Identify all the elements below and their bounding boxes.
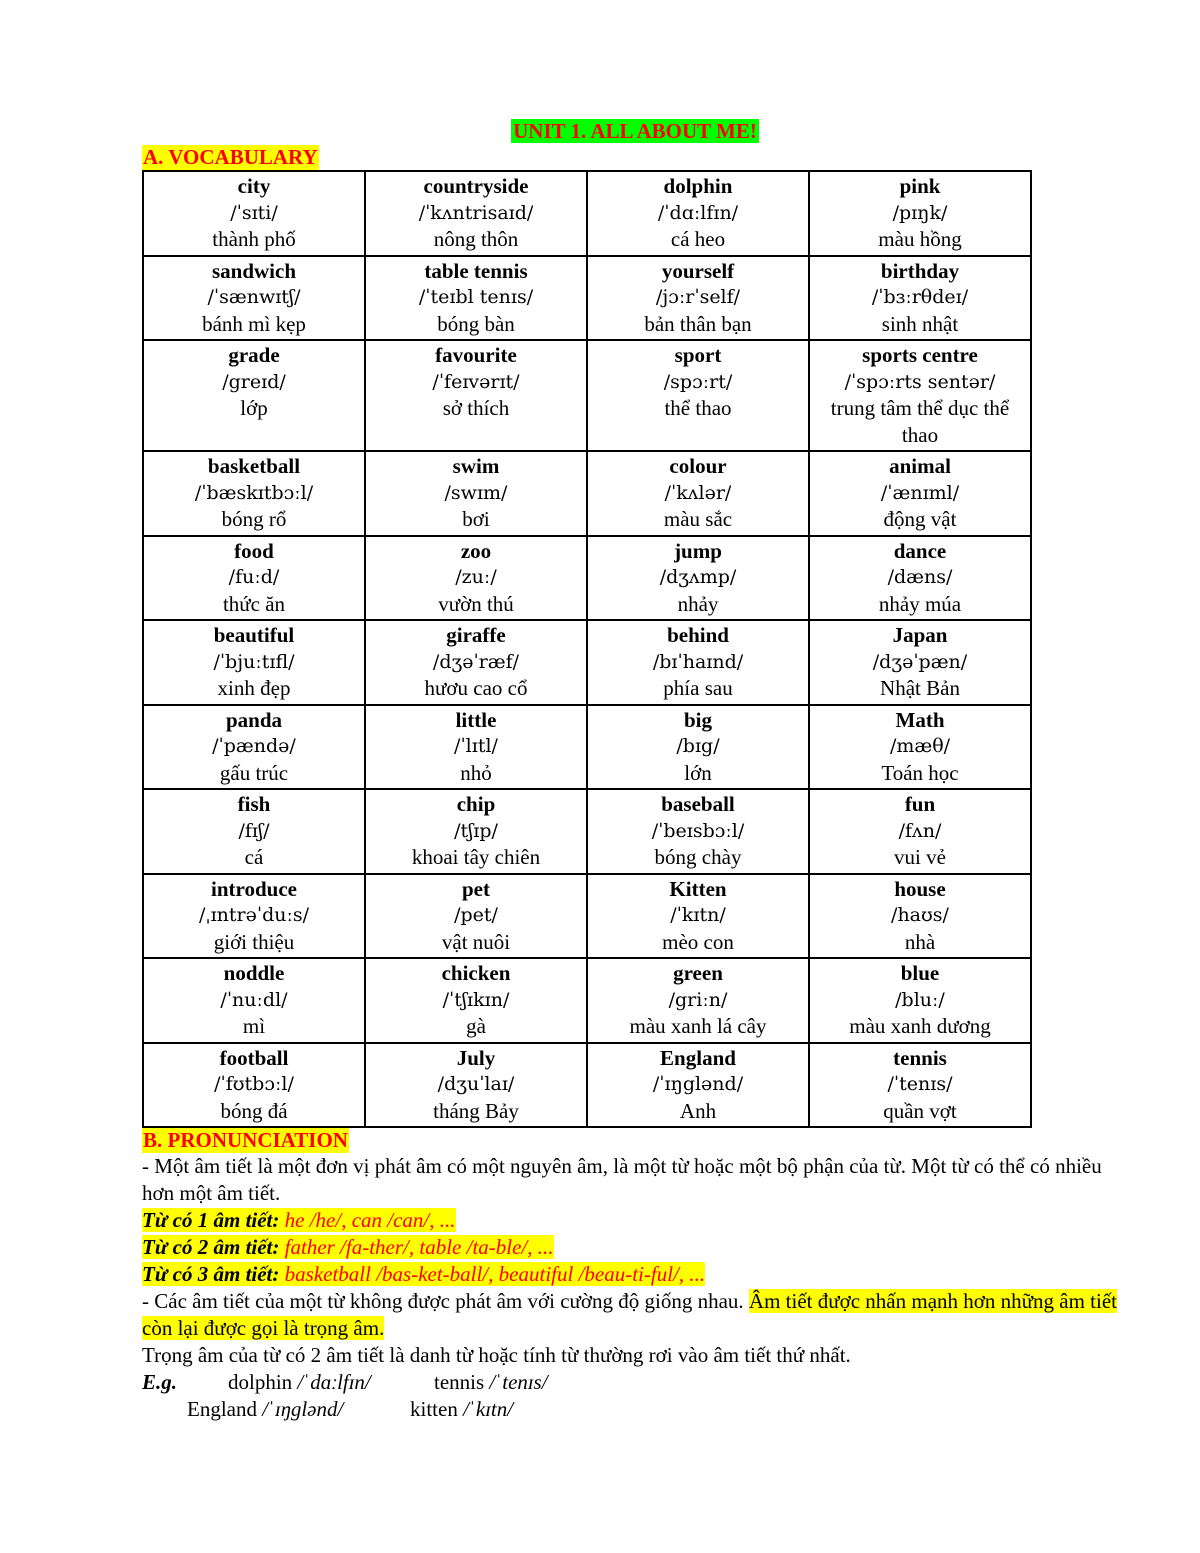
vocab-cell [365, 256, 587, 341]
vocab-word: green [673, 961, 723, 985]
eg-word-england [187, 1396, 410, 1423]
eg-ipa: /ˈɪŋglənd/ [262, 1397, 344, 1421]
vocab-cell [587, 536, 809, 621]
vocab-cell [143, 620, 365, 705]
vocab-word: yourself [661, 258, 735, 283]
vocab-word: tennis [893, 1045, 947, 1070]
table-row [143, 705, 1031, 790]
stress-text: - Các âm tiết của một từ không được phát âm với cường độ giống nhau. [142, 1289, 749, 1313]
vocab-cell [365, 958, 587, 1043]
vocab-ipa: /greɪd/ [222, 370, 286, 393]
vocab-ipa: /zuː/ [455, 566, 497, 588]
vocab-ipa: /ˈnuːdl/ [220, 988, 288, 1011]
vocab-ipa: /ˈspɔːrts sentər/ [844, 370, 996, 393]
vocab-word: little [455, 707, 497, 732]
vocab-meaning: thức ăn [222, 591, 286, 616]
vocab-word: Japan [892, 623, 948, 647]
vocab-word: animal [889, 454, 951, 478]
vocab-meaning: vật nuôi [441, 929, 511, 954]
vocab-cell [143, 705, 365, 790]
vocab-ipa: /ˈbjuːtɪfl/ [213, 650, 295, 673]
vocab-cell [365, 874, 587, 959]
vocab-ipa: /ˈsænwɪtʃ/ [207, 286, 301, 308]
vocab-meaning: bóng chày [654, 845, 742, 869]
vocab-word: introduce [211, 876, 297, 901]
vocab-word: table tennis [424, 258, 528, 283]
vocab-word: pink [899, 174, 941, 198]
table-row [143, 536, 1031, 621]
vocab-meaning: vườn thú [438, 591, 514, 616]
stress-paragraph [142, 1288, 1132, 1342]
vocab-meaning: bánh mì kẹp [202, 311, 306, 336]
vocab-cell [809, 874, 1031, 959]
vocab-word: giraffe [446, 623, 506, 647]
vocab-ipa: /ˈtenɪs/ [887, 1073, 953, 1095]
vocab-meaning: bóng đá [220, 1098, 288, 1123]
vocab-cell [587, 874, 809, 959]
vocab-cell [587, 451, 809, 536]
vocab-word: behind [667, 623, 729, 647]
vocab-ipa: /ˈfeɪvərɪt/ [432, 370, 520, 393]
vocab-ipa: /ˈɪŋglənd/ [652, 1073, 744, 1095]
syllable-definition: - Một âm tiết là một đơn vị phát âm có một nguyên âm, là một từ hoặc một bộ phận của từ. Một từ có thể có nhiều hơn một âm tiết. [142, 1154, 1102, 1205]
example-row-1 [142, 1369, 1132, 1396]
vocab-meaning: quần vợt [883, 1098, 957, 1123]
vocab-cell [365, 789, 587, 874]
vocab-ipa: /haʊs/ [891, 904, 949, 926]
vocab-ipa: /ˈlɪtl/ [454, 735, 498, 757]
vocab-ipa: /ˈbɜːrθdeɪ/ [871, 286, 969, 308]
vocab-word: dolphin [663, 174, 733, 198]
vocab-meaning: lớp [240, 396, 268, 420]
vocab-ipa: /pet/ [454, 904, 498, 926]
vocab-cell [809, 340, 1031, 451]
vocab-cell [143, 340, 365, 451]
vocab-cell [809, 256, 1031, 341]
vocab-meaning: phía sau [663, 676, 733, 700]
vocab-cell [143, 536, 365, 621]
vocab-cell [143, 1043, 365, 1128]
example-one-syllable [142, 1207, 1132, 1234]
vocab-meaning: nhà [904, 929, 936, 954]
vocab-meaning: sở thích [442, 396, 510, 420]
vocab-meaning: nông thôn [433, 227, 519, 251]
vocab-ipa: /ˈkɪtn/ [670, 904, 726, 926]
eg-ipa: /ˈdɑːlfɪn/ [297, 1370, 371, 1394]
vocab-ipa: /ˈfʊtbɔːl/ [214, 1073, 294, 1095]
vocab-meaning: màu hồng [878, 227, 962, 251]
vocab-ipa: /bɪg/ [676, 735, 720, 757]
vocab-ipa: /fuːd/ [228, 566, 280, 588]
vocab-cell [809, 958, 1031, 1043]
vocab-word: swim [452, 454, 500, 478]
vocab-word: chicken [441, 961, 511, 985]
vocab-word: countryside [423, 174, 529, 198]
vocab-word: food [234, 538, 274, 563]
vocab-cell [587, 705, 809, 790]
vocab-word: grade [228, 343, 280, 367]
vocab-word: basketball [207, 454, 301, 478]
vocab-ipa: /ˈdɑːlfɪn/ [657, 201, 739, 224]
vocab-cell [587, 789, 809, 874]
vocab-meaning: màu xanh lá cây [629, 1014, 767, 1038]
vocab-cell [143, 256, 365, 341]
vocab-cell [587, 256, 809, 341]
vocab-ipa: /jɔːrˈself/ [655, 286, 741, 308]
vocab-ipa: /ˈteɪbl tenɪs/ [418, 286, 534, 308]
example-row-2 [142, 1396, 1132, 1423]
vocab-meaning: màu sắc [663, 507, 733, 531]
vocab-meaning: khoai tây chiên [411, 845, 541, 869]
vocab-ipa: /dʒəˈræf/ [432, 650, 520, 673]
vocab-meaning: xinh đẹp [217, 676, 291, 700]
vocab-meaning: gấu trúc [219, 760, 289, 785]
vocab-cell [587, 1043, 809, 1128]
vocab-meaning: nhảy múa [878, 591, 962, 616]
vocab-word: beautiful [213, 623, 295, 647]
vocab-cell [365, 620, 587, 705]
vocab-cell [365, 171, 587, 256]
eg-word: tennis [434, 1370, 485, 1394]
eg-ipa: /ˈkɪtn/ [463, 1397, 514, 1421]
vocab-meaning: Toán học [881, 760, 959, 785]
unit-title: UNIT 1. ALL ABOUT ME! [513, 119, 757, 143]
vocab-ipa: /fɪʃ/ [238, 819, 270, 842]
vocab-word: sport [674, 343, 722, 367]
vocab-ipa: /dæns/ [887, 566, 953, 588]
example-label: Từ có 3 âm tiết: [142, 1262, 280, 1286]
example-label: Từ có 2 âm tiết: [142, 1235, 280, 1259]
table-row [143, 958, 1031, 1043]
vocab-ipa: /ˈkʌntrisaɪd/ [418, 201, 534, 224]
vocab-word: city [237, 174, 271, 198]
vocab-cell [587, 620, 809, 705]
vocab-meaning: tháng Bảy [433, 1098, 519, 1123]
eg-word-kitten [410, 1396, 513, 1423]
vocab-meaning: gà [466, 1014, 486, 1038]
vocab-ipa: /bɪˈhaɪnd/ [652, 650, 744, 673]
vocab-word: fun [904, 792, 936, 816]
vocab-meaning: Nhật Bản [880, 676, 960, 700]
table-row [143, 451, 1031, 536]
vocab-meaning: bóng bàn [437, 311, 515, 336]
vocab-ipa: /ˈsɪti/ [230, 201, 278, 224]
vocab-meaning: bơi [462, 507, 490, 531]
vocab-word: panda [225, 707, 283, 732]
table-row [143, 171, 1031, 256]
vocab-word: birthday [880, 258, 960, 283]
title-row [138, 117, 1132, 145]
vocab-meaning: cá heo [670, 227, 726, 251]
vocab-word: England [660, 1045, 736, 1070]
vocab-ipa: /mæθ/ [889, 735, 951, 757]
vocab-ipa: /ˈpændə/ [212, 735, 296, 757]
eg-word-tennis [434, 1369, 548, 1396]
vocab-meaning: mèo con [662, 929, 734, 954]
vocab-cell [143, 874, 365, 959]
vocab-ipa: /dʒuˈlaɪ/ [437, 1073, 515, 1095]
vocab-meaning: nhỏ [460, 760, 492, 785]
vocab-meaning: màu xanh dương [849, 1014, 991, 1038]
vocab-ipa: /ˈbæskɪtbɔːl/ [194, 481, 314, 504]
eg-word: dolphin [228, 1370, 293, 1394]
eg-word-dolphin [228, 1369, 434, 1396]
vocab-word: sports centre [862, 343, 978, 367]
vocab-cell [587, 171, 809, 256]
vocab-word: jump [674, 538, 722, 563]
vocab-word: house [894, 876, 946, 901]
vocab-meaning: thành phố [212, 227, 296, 251]
vocabulary-table [142, 170, 1032, 1128]
example-text: he /he/, can /can/, ... [279, 1208, 456, 1232]
vocab-word: football [219, 1045, 289, 1070]
vocab-word: July [456, 1045, 496, 1070]
example-text: basketball /bas-ket-ball/, beautiful /beau-ti-ful/, ... [279, 1262, 706, 1286]
vocab-cell [809, 536, 1031, 621]
vocab-ipa: /dʒəˈpæn/ [872, 650, 968, 673]
table-row [143, 874, 1031, 959]
vocab-meaning: Anh [679, 1098, 717, 1123]
vocab-meaning: sinh nhật [881, 311, 959, 336]
table-row [143, 256, 1031, 341]
vocab-word: Kitten [669, 876, 727, 901]
example-two-syllable [142, 1234, 1132, 1261]
vocab-ipa: /ˌɪntrəˈduːs/ [198, 904, 310, 926]
vocab-word: chip [456, 792, 496, 816]
vocab-cell [143, 451, 365, 536]
vocab-cell [809, 451, 1031, 536]
vocab-word: blue [900, 961, 940, 985]
vocab-word: noddle [223, 961, 285, 985]
table-row [143, 340, 1031, 451]
vocab-word: colour [669, 454, 727, 478]
vocab-cell [143, 789, 365, 874]
vocab-word: favourite [435, 343, 517, 367]
vocab-cell [365, 536, 587, 621]
vocab-ipa: /griːn/ [668, 988, 728, 1011]
vocab-ipa: /ˈbeɪsbɔːl/ [651, 819, 745, 842]
vocab-meaning: bóng rổ [221, 507, 287, 531]
stress-highlight: Âm tiết được nhấn mạnh hơn những âm tiết còn lại được gọi là trọng âm. [142, 1289, 1117, 1340]
table-row [143, 620, 1031, 705]
vocab-cell [365, 451, 587, 536]
vocab-cell [809, 620, 1031, 705]
vocab-ipa: /tʃɪp/ [454, 819, 498, 842]
vocab-word: big [683, 707, 712, 732]
vocab-word: dance [893, 538, 947, 563]
vocab-meaning: bản thân bạn [644, 311, 752, 336]
vocab-cell [809, 705, 1031, 790]
vocab-meaning: vui vẻ [894, 845, 946, 869]
vocab-meaning: giới thiệu [213, 929, 295, 954]
vocab-ipa: /fʌn/ [898, 819, 942, 842]
eg-word: England [187, 1397, 257, 1421]
table-row [143, 1043, 1031, 1128]
vocab-meaning: lớn [684, 760, 712, 785]
section-b-heading: B. PRONUNCIATION [143, 1128, 348, 1152]
section-a-heading: A. VOCABULARY [143, 145, 318, 169]
vocab-ipa: /pɪŋk/ [892, 201, 948, 224]
vocab-meaning: mì [242, 1014, 266, 1038]
vocab-cell [143, 958, 365, 1043]
vocab-word: zoo [460, 538, 492, 563]
vocab-ipa: /ˈtʃɪkɪn/ [442, 988, 510, 1011]
vocab-cell [809, 1043, 1031, 1128]
vocab-meaning: động vật [883, 507, 957, 531]
example-label: Từ có 1 âm tiết: [142, 1208, 280, 1232]
stress-rule: Trọng âm của từ có 2 âm tiết là danh từ hoặc tính từ thường rơi vào âm tiết thứ nhất. [142, 1343, 851, 1367]
vocab-cell [365, 705, 587, 790]
vocab-word: baseball [661, 792, 735, 816]
vocab-ipa: /dʒʌmp/ [659, 566, 737, 588]
pronunciation-section [142, 1153, 1132, 1423]
table-row [143, 789, 1031, 874]
vocab-word: sandwich [211, 258, 297, 283]
vocab-cell [809, 789, 1031, 874]
vocab-ipa: /ˈænɪml/ [880, 481, 960, 504]
vocab-ipa: /bluː/ [895, 988, 945, 1011]
example-text: father /fa-ther/, table /ta-ble/, ... [279, 1235, 554, 1259]
vocab-word: Math [895, 707, 945, 732]
vocab-meaning: thể thao [664, 396, 732, 420]
eg-word: kitten [410, 1397, 458, 1421]
vocab-word: fish [237, 792, 271, 816]
vocab-ipa: /spɔːrt/ [663, 370, 733, 393]
vocab-cell [587, 340, 809, 451]
vocab-cell [809, 171, 1031, 256]
vocab-meaning: trung tâm thể dục thể thao [830, 396, 1010, 447]
document-page [142, 117, 1132, 1423]
vocab-meaning: hươu cao cổ [424, 676, 528, 700]
vocab-meaning: cá [244, 845, 264, 869]
vocab-cell [365, 1043, 587, 1128]
vocab-meaning: nhảy [677, 591, 719, 616]
vocab-word: pet [462, 876, 490, 901]
vocab-ipa: /swɪm/ [444, 481, 508, 504]
vocab-ipa: /ˈkʌlər/ [664, 481, 732, 504]
vocab-cell [587, 958, 809, 1043]
vocab-cell [365, 340, 587, 451]
eg-ipa: /ˈtenɪs/ [489, 1370, 548, 1394]
example-three-syllable [142, 1261, 1132, 1288]
eg-label: E.g. [142, 1370, 178, 1394]
vocab-cell [143, 171, 365, 256]
